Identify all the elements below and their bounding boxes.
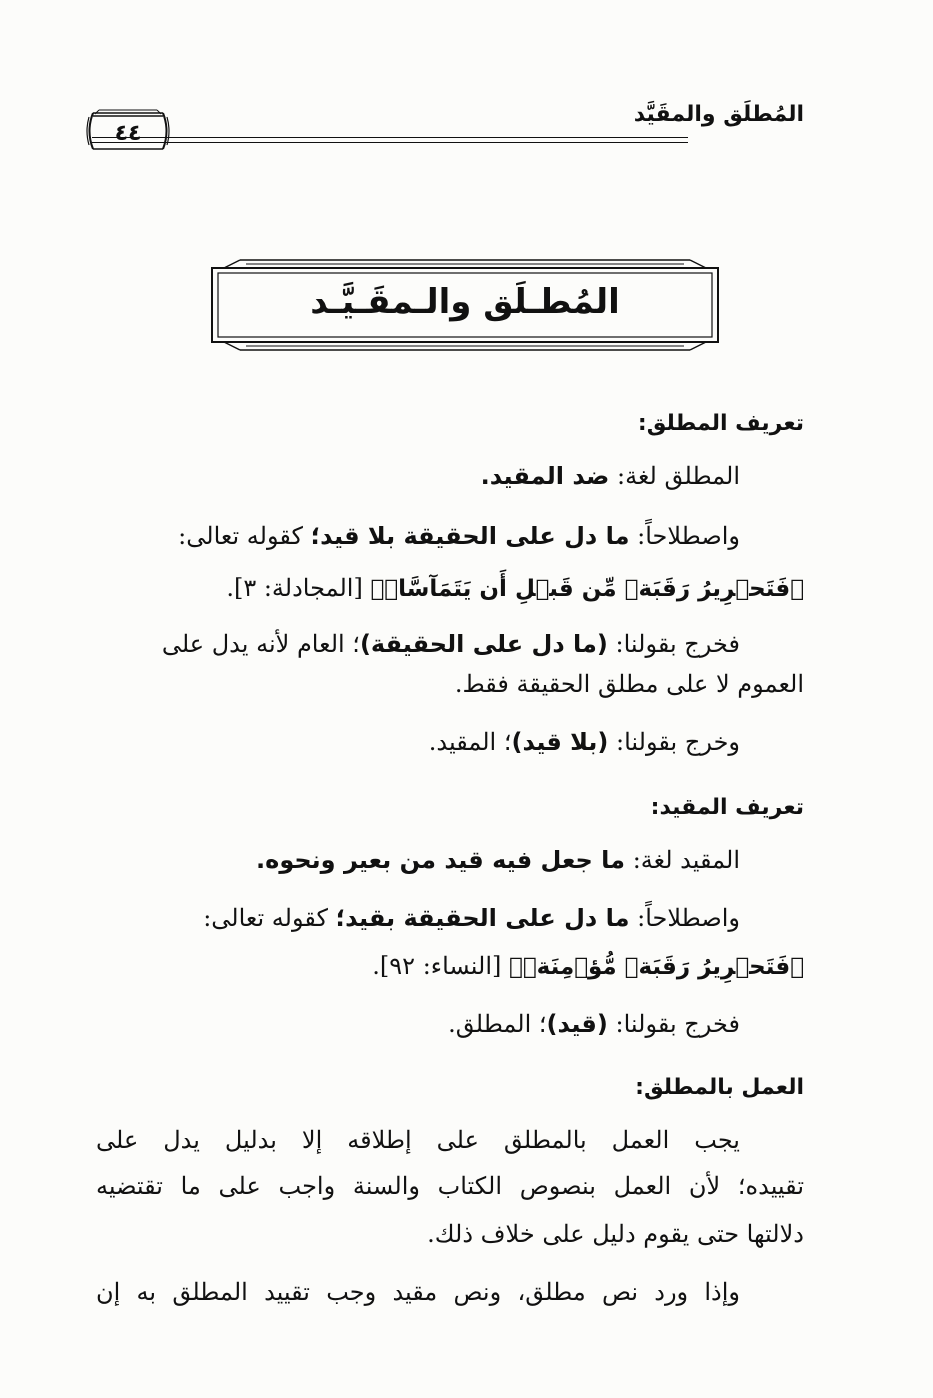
verse-reference: [النساء: ٩٢]. — [372, 952, 502, 980]
text-run: ؛ المقيد. — [428, 728, 512, 756]
paragraph-line — [96, 898, 804, 938]
text-run: فخرج بقولنا: — [615, 1010, 740, 1038]
text-run: ؛ المطلق. — [448, 1010, 547, 1038]
paragraph-line: يجب العمل بالمطلق على إطلاقه إلا بدليل يدل على — [96, 1126, 740, 1154]
term-label: واصطلاحاً: — [637, 904, 740, 932]
term-label: المطلق لغة: — [617, 462, 740, 490]
paragraph-line — [96, 722, 804, 762]
quran-verse: ﴿فَتَحۡرِيرُ رَقَبَةٖ مِّن قَبۡلِ أَن يَتَمَآسَّاۚ﴾ — [370, 576, 804, 602]
paragraph-line — [96, 456, 804, 496]
term-definition: ما جعل فيه قيد من بعير ونحوه. — [256, 846, 626, 874]
text-run: فخرج بقولنا: — [615, 630, 740, 658]
page-body — [96, 0, 804, 1398]
quoted-phrase: (قيد) — [546, 1010, 608, 1038]
paragraph-line — [96, 568, 804, 608]
section-heading-muqayyad: تعريف المقيد: — [650, 795, 804, 820]
paragraph-line: دلالتها حتى يقوم دليل على خلاف ذلك. — [427, 1220, 804, 1248]
quoted-phrase: (ما دل على الحقيقة) — [359, 630, 608, 658]
quote-intro: كقوله تعالى: — [203, 904, 328, 932]
text-run: ؛ العام لأنه يدل على — [161, 630, 360, 658]
paragraph-line — [96, 840, 804, 880]
chapter-title: المُطـلَق والـمقَـيَّـد — [310, 282, 620, 322]
paragraph-line — [96, 624, 804, 664]
verse-reference: [المجادلة: ٣]. — [226, 574, 363, 602]
section-heading-acting: العمل بالمطلق: — [635, 1075, 804, 1100]
paragraph-line — [96, 1004, 804, 1044]
paragraph-line: العموم لا على مطلق الحقيقة فقط. — [454, 670, 804, 698]
quote-intro: كقوله تعالى: — [178, 522, 303, 550]
paragraph-line: وإذا ورد نص مطلق، ونص مقيد وجب تقييد المطلق به إن — [96, 1278, 740, 1306]
term-label: واصطلاحاً: — [637, 522, 740, 550]
quoted-phrase: (بلا قيد) — [511, 728, 609, 756]
running-title: المُطلَق والمقَيَّد — [633, 102, 804, 127]
term-definition: ضد المقيد. — [480, 462, 610, 490]
term-definition: ما دل على الحقيقة بقيد؛ — [335, 904, 630, 932]
section-heading-mutlaq: تعريف المطلق: — [637, 411, 804, 436]
term-label: المقيد لغة: — [632, 846, 740, 874]
page-number: ٤٤ — [114, 121, 142, 146]
quran-verse: ﴿فَتَحۡرِيرُ رَقَبَةٖ مُّؤۡمِنَةٖ﴾ — [509, 954, 804, 980]
paragraph-line: تقييده؛ لأن العمل بنصوص الكتاب والسنة واجب على ما تقتضيه — [96, 1172, 804, 1200]
term-definition: ما دل على الحقيقة بلا قيد؛ — [310, 522, 630, 550]
text-run: وخرج بقولنا: — [616, 728, 740, 756]
paragraph-line — [96, 516, 804, 556]
paragraph-line — [96, 946, 804, 986]
